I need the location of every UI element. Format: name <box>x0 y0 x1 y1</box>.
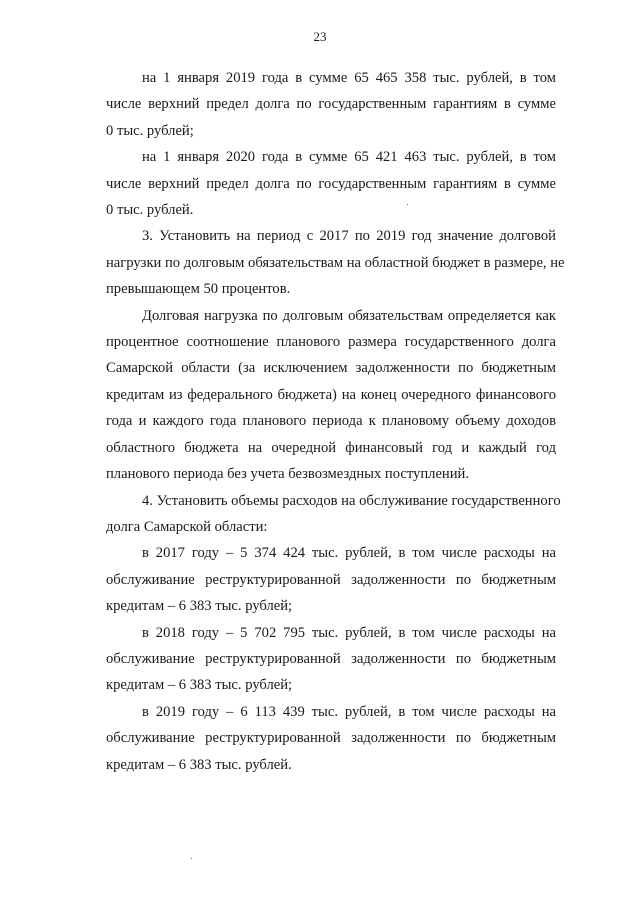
text-line: кредитам – 6 383 тыс. рублей. <box>106 756 292 773</box>
text-line: планового периода без учета безвозмездных поступлений. <box>106 466 470 483</box>
text-line: в 2017 году – 5 374 424 тыс. рублей, в том числе расходы на <box>142 545 556 562</box>
text-line: года и каждого года планового периода к плановому объему доходов <box>106 413 556 430</box>
page-number: 23 <box>313 29 327 44</box>
text-line: кредитам из федерального бюджета) на конец очередного финансового <box>106 386 556 403</box>
text-line: областного бюджета на очередной финансовый год и каждый год <box>106 439 556 456</box>
text-line: 0 тыс. рублей; <box>106 122 194 139</box>
paragraph-item-3 <box>70 223 565 302</box>
paragraph-expenses-2017 <box>70 540 556 619</box>
paragraph-debt-limit-2020 <box>70 144 556 223</box>
paragraph-expenses-2018 <box>70 620 556 699</box>
text-line: на 1 января 2019 года в сумме 65 465 358 тыс. рублей, в том <box>142 70 556 86</box>
text-line: обслуживание реструктурированной задолженности по бюджетным <box>106 730 556 747</box>
text-line: процентное соотношение планового размера государственного долга <box>106 334 556 351</box>
text-line: числе верхний предел долга по государственным гарантиям в сумме <box>106 175 556 192</box>
text-line: числе верхний предел долга по государственным гарантиям в сумме <box>106 96 556 113</box>
text-line: 0 тыс. рублей. <box>106 202 194 219</box>
text-line: нагрузки по долговым обязательствам на областной бюджет в размере, не <box>106 254 565 271</box>
paragraph-debt-load-definition <box>70 303 556 488</box>
text-line: 3. Установить на период с 2017 по 2019 год значение долговой <box>142 228 556 245</box>
scan-speck <box>191 858 192 859</box>
text-line: превышающем 50 процентов. <box>106 281 291 298</box>
text-line: обслуживание реструктурированной задолженности по бюджетным <box>106 571 556 588</box>
paragraph-debt-limit-2019 <box>70 65 556 144</box>
text-line: кредитам – 6 383 тыс. рублей; <box>106 598 293 615</box>
text-line: долга Самарской области: <box>106 518 268 535</box>
text-line: Долговая нагрузка по долговым обязательствам определяется как <box>142 307 556 324</box>
text-line: обслуживание реструктурированной задолженности по бюджетным <box>106 650 556 667</box>
text-line: в 2018 году – 5 702 795 тыс. рублей, в том числе расходы на <box>142 624 556 641</box>
scan-speck <box>407 204 408 205</box>
text-line: в 2019 году – 6 113 439 тыс. рублей, в том числе расходы на <box>142 703 556 720</box>
text-line: на 1 января 2020 года в сумме 65 421 463 тыс. рублей, в том <box>142 149 556 166</box>
text-line: 4. Установить объемы расходов на обслуживание государственного <box>142 492 561 509</box>
text-line: Самарской области (за исключением задолженности по бюджетным <box>106 360 556 377</box>
paragraph-expenses-2019 <box>70 699 556 778</box>
paragraph-item-4 <box>70 488 561 541</box>
document-body <box>70 65 565 778</box>
text-line: кредитам – 6 383 тыс. рублей; <box>106 677 293 694</box>
